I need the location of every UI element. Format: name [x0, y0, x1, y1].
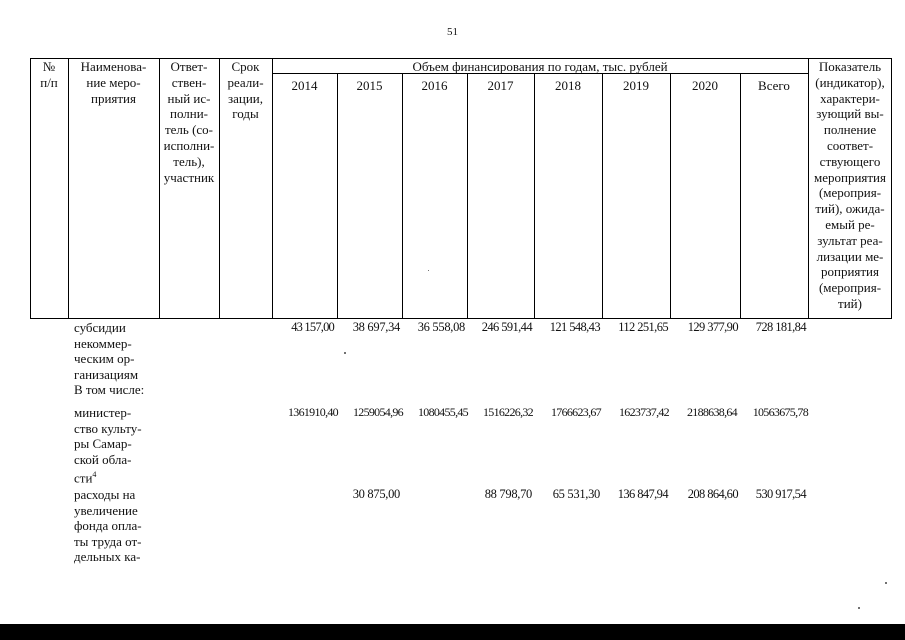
scan-speck — [858, 607, 860, 609]
header-year-2020: 2020 — [692, 78, 718, 93]
row-wages-2020: 208 864,60 — [687, 487, 738, 501]
col-divider-2015 — [402, 73, 403, 319]
header-name: Наименова- ние меро- приятия — [80, 59, 147, 106]
row-ministry-name: министер- ство культу- ры Самар- ской обла- сти$^4$ — [74, 405, 142, 486]
header-term: Срок реали- зации, годы — [227, 59, 264, 122]
header-year-2017: 2017 — [487, 78, 514, 93]
row-ministry-2020: 2188638,64 — [686, 405, 737, 419]
col-divider-2017 — [534, 73, 535, 319]
row-subsidies-2020: 129 377,90 — [687, 320, 738, 334]
col-divider-2014 — [337, 73, 338, 319]
scan-speck — [344, 352, 346, 354]
row-subsidies-2017: 246 591,44 — [481, 320, 532, 334]
row-wages-2015: 30 875,00 — [352, 487, 400, 501]
row-subsidies-2014: 43 157,00 — [291, 320, 334, 334]
header-year-2016: 2016 — [421, 78, 448, 93]
row-ministry-2019: 1623737,42 — [618, 405, 669, 419]
row-subsidies-total: 728 181,84 — [755, 320, 806, 334]
scan-speck — [428, 270, 429, 271]
row-ministry-2015: 1259054,96 — [352, 405, 403, 419]
row-wages-2019: 136 847,94 — [617, 487, 668, 501]
header-executor: Ответ- ствен- ный ис- полни- тель (со- исполни- тель), участник — [163, 59, 215, 185]
table-left-border — [30, 58, 31, 319]
col-divider-2020 — [740, 73, 741, 319]
row-subsidies-name: субсидии некоммер- ческим ор- ганизациям В том числе: — [74, 320, 145, 398]
row-subsidies-2015: 38 697,34 — [352, 320, 400, 334]
header-funding: Объем финансирования по годам, тыс. рублей — [412, 59, 668, 74]
header-year-2019: 2019 — [623, 78, 649, 93]
footnote-marker: 4 — [92, 470, 97, 480]
col-divider-2018 — [602, 73, 603, 319]
scan-speck — [885, 582, 887, 584]
header-year-2014: 2014 — [291, 78, 318, 93]
row-wages-total: 530 917,54 — [755, 487, 806, 501]
header-total: Всего — [758, 78, 790, 93]
row-ministry-2016: 1080455,45 — [417, 405, 468, 419]
header-year-2015: 2015 — [356, 78, 383, 93]
row-ministry-total: 10563675,78 — [752, 405, 808, 419]
row-subsidies-2016: 36 558,08 — [417, 320, 465, 334]
row-wages-2018: 65 531,30 — [552, 487, 600, 501]
header-indicator: Показатель (индикатор), характери- зующий вы- полнение соответ- ствующего мероприятия (мероприя- тий), ожида- емый ре- зультат реа- лизации ме- роприятия (мероприя- тий) — [813, 59, 886, 311]
row-wages-2017: 88 798,70 — [484, 487, 532, 501]
header-year-2018: 2018 — [555, 78, 581, 93]
row-ministry-2018: 1766623,67 — [550, 405, 601, 419]
row-subsidies-2018: 121 548,43 — [549, 320, 600, 334]
scan-edge-band — [0, 624, 905, 640]
col-divider-2016 — [467, 73, 468, 319]
col-divider-2019 — [670, 73, 671, 319]
row-wages-name: расходы на увеличение фонда опла- ты труда от- дельных ка- — [74, 487, 142, 565]
row-subsidies-2019: 112 251,65 — [618, 320, 668, 334]
header-num: № п/п — [40, 59, 58, 90]
col-divider-4 — [272, 58, 273, 319]
row-ministry-2017: 1516226,32 — [482, 405, 533, 419]
row-ministry-2014: 1361910,40 — [287, 405, 338, 419]
page-number: 51 — [447, 26, 458, 38]
